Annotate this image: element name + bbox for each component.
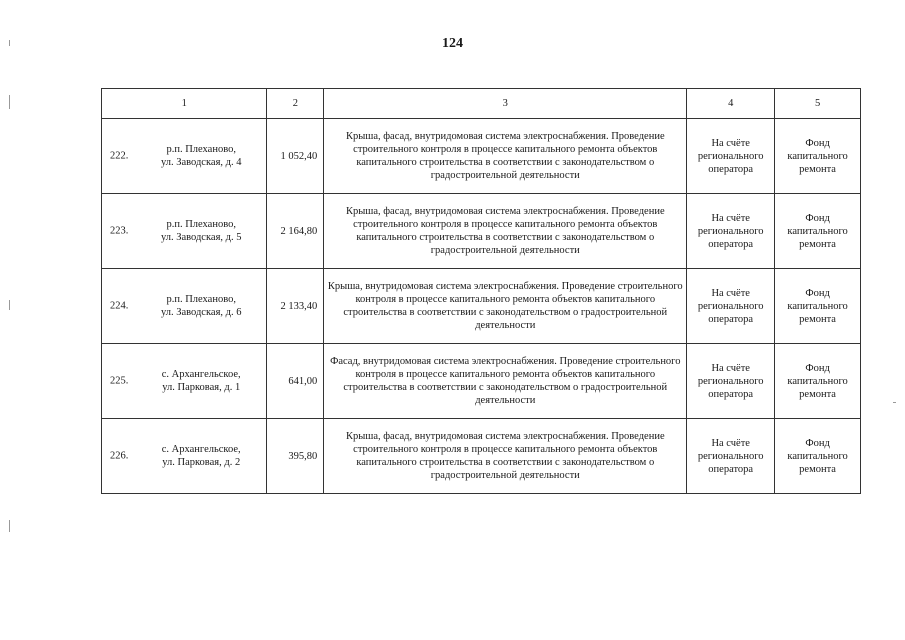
- address-line-1: с. Архангельское,: [161, 369, 241, 380]
- area-cell: 395,80: [267, 419, 324, 494]
- header-cell-2: 2: [267, 89, 324, 119]
- header-cell-1: 1: [102, 89, 267, 119]
- address-cell: [102, 119, 267, 194]
- row-number: 225.: [110, 375, 129, 387]
- address-line-1: с. Архангельское,: [161, 444, 241, 455]
- address-cell: [102, 419, 267, 494]
- scan-mark: [9, 300, 10, 310]
- repair-table: [101, 88, 861, 494]
- area-cell: 2 164,80: [267, 194, 324, 269]
- funding-source-cell: Фонд капитального ремонта: [775, 119, 861, 194]
- account-cell: На счёте регионального оператора: [687, 344, 775, 419]
- table-row: [102, 419, 861, 494]
- address-cell: [102, 344, 267, 419]
- table-row: [102, 344, 861, 419]
- work-description-cell: Крыша, фасад, внутридомовая система электроснабжения. Проведение строительного контроля в процессе капитального ремонта объектов капитального строительства в соответствии с законодательством о градостроительной деятельности: [324, 119, 687, 194]
- area-cell: 1 052,40: [267, 119, 324, 194]
- funding-source-cell: Фонд капитального ремонта: [775, 194, 861, 269]
- address-line-2: ул. Парковая, д. 2: [162, 457, 241, 468]
- row-number: 222.: [110, 150, 129, 162]
- row-number: 226.: [110, 450, 129, 462]
- work-description-cell: Крыша, фасад, внутридомовая система электроснабжения. Проведение строительного контроля в процессе капитального ремонта объектов капитального строительства в соответствии с законодательством о градостроительной деятельности: [324, 194, 687, 269]
- address-line-1: р.п. Плеханово,: [166, 294, 236, 305]
- funding-source-cell: Фонд капитального ремонта: [775, 269, 861, 344]
- account-cell: На счёте регионального оператора: [687, 194, 775, 269]
- header-cell-3: 3: [324, 89, 687, 119]
- work-description-cell: Крыша, фасад, внутридомовая система электроснабжения. Проведение строительного контроля в процессе капитального ремонта объектов капитального строительства в соответствии с законодательством о градостроительной деятельности: [324, 419, 687, 494]
- funding-source-cell: Фонд капитального ремонта: [775, 419, 861, 494]
- scan-mark: [9, 95, 10, 109]
- table-row: [102, 194, 861, 269]
- account-cell: На счёте регионального оператора: [687, 119, 775, 194]
- row-number: 223.: [110, 225, 129, 237]
- address-line-2: ул. Заводская, д. 5: [160, 232, 242, 243]
- address-line-2: ул. Заводская, д. 4: [160, 157, 242, 168]
- address-line-2: ул. Парковая, д. 1: [162, 382, 241, 393]
- scan-mark: [9, 520, 10, 532]
- address-line-2: ул. Заводская, д. 6: [160, 307, 242, 318]
- table-row: [102, 269, 861, 344]
- address-line-1: р.п. Плеханово,: [166, 219, 236, 230]
- area-cell: 641,00: [267, 344, 324, 419]
- area-cell: 2 133,40: [267, 269, 324, 344]
- header-cell-4: 4: [687, 89, 775, 119]
- work-description-cell: Крыша, внутридомовая система электроснабжения. Проведение строительного контроля в процессе капитального ремонта объектов капитального строительства в соответствии с законодательством о градостроительной деятельности: [324, 269, 687, 344]
- address-line-1: р.п. Плеханово,: [166, 144, 236, 155]
- header-row: [102, 89, 861, 119]
- scan-mark: [893, 402, 896, 403]
- funding-source-cell: Фонд капитального ремонта: [775, 344, 861, 419]
- account-cell: На счёте регионального оператора: [687, 269, 775, 344]
- header-cell-5: 5: [775, 89, 861, 119]
- account-cell: На счёте регионального оператора: [687, 419, 775, 494]
- table-row: [102, 119, 861, 194]
- row-number: 224.: [110, 300, 129, 312]
- address-cell: [102, 269, 267, 344]
- work-description-cell: Фасад, внутридомовая система электроснабжения. Проведение строительного контроля в процессе капитального ремонта объектов капитального строительства в соответствии с законодательством о градостроительной деятельности: [324, 344, 687, 419]
- address-cell: [102, 194, 267, 269]
- page-number: 124: [442, 36, 463, 51]
